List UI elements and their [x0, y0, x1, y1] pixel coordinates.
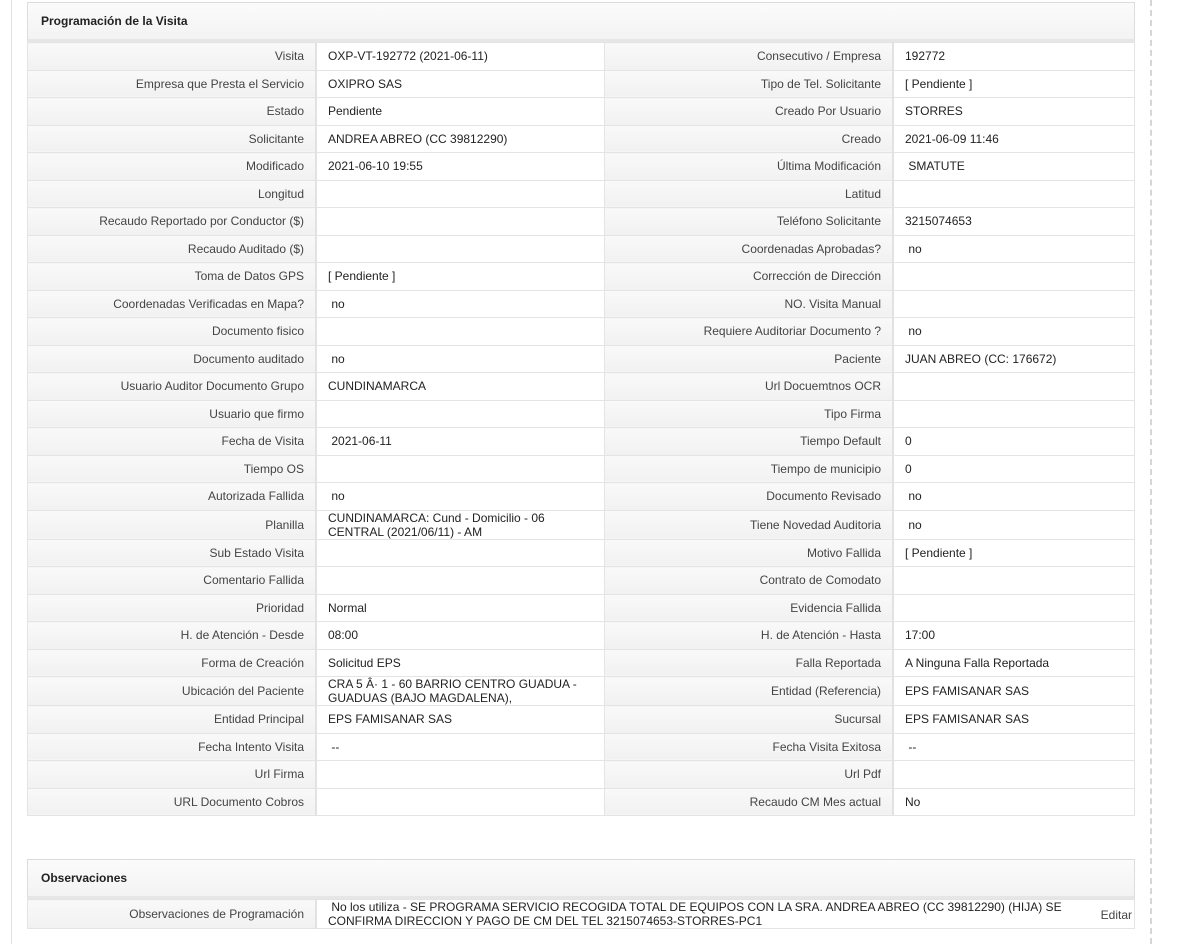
field-value: ANDREA ABREO (CC 39812290) — [316, 125, 605, 153]
field-label: NO. Visita Manual — [605, 290, 894, 318]
field-value — [316, 318, 605, 346]
field-value — [316, 761, 605, 789]
detail-row — [28, 373, 1135, 401]
field-label: Url Firma — [28, 761, 317, 789]
detail-row — [28, 706, 1135, 734]
field-value: 17:00 — [893, 622, 1135, 650]
detail-row — [28, 539, 1135, 567]
detail-row — [28, 345, 1135, 373]
field-value: 2021-06-10 19:55 — [316, 153, 605, 181]
field-label: Evidencia Fallida — [605, 594, 894, 622]
detail-row — [28, 761, 1135, 789]
field-label: Comentario Fallida — [28, 567, 317, 595]
observaciones-row — [28, 900, 1135, 929]
field-value: Solicitud EPS — [316, 649, 605, 677]
field-label: Contrato de Comodato — [605, 567, 894, 595]
field-value: no — [893, 235, 1135, 263]
field-value: [ Pendiente ] — [893, 70, 1135, 98]
field-value: JUAN ABREO (CC: 176672) — [893, 345, 1135, 373]
field-value: CUNDINAMARCA: Cund - Domicilio - 06 CENTRAL (2021/06/11) - AM — [316, 510, 605, 539]
field-label: Usuario que firmo — [28, 400, 317, 428]
field-value — [316, 788, 605, 816]
field-label: Empresa que Presta el Servicio — [28, 70, 317, 98]
edit-observaciones-link[interactable]: Editar — [1100, 908, 1132, 922]
field-value: EPS FAMISANAR SAS — [893, 677, 1135, 706]
field-value: STORRES — [893, 98, 1135, 126]
field-label: Longitud — [28, 180, 317, 208]
field-label: Toma de Datos GPS — [28, 263, 317, 291]
field-label: Requiere Auditoriar Documento ? — [605, 318, 894, 346]
field-label: Sub Estado Visita — [28, 539, 317, 567]
detail-row — [28, 180, 1135, 208]
field-label: Modificado — [28, 153, 317, 181]
programacion-panel — [27, 2, 1135, 816]
field-label: Falla Reportada — [605, 649, 894, 677]
field-label: Documento Revisado — [605, 483, 894, 511]
field-value — [316, 235, 605, 263]
field-value — [316, 180, 605, 208]
field-label: Paciente — [605, 345, 894, 373]
detail-row — [28, 649, 1135, 677]
observaciones-table — [27, 899, 1135, 929]
field-value: OXP-VT-192772 (2021-06-11) — [316, 43, 605, 71]
detail-row — [28, 622, 1135, 650]
detail-row — [28, 290, 1135, 318]
field-label: Planilla — [28, 510, 317, 539]
field-value — [316, 539, 605, 567]
field-value — [893, 373, 1135, 401]
field-value: 3215074653 — [893, 208, 1135, 236]
detail-row — [28, 510, 1135, 539]
field-label: Recaudo Auditado ($) — [28, 235, 317, 263]
field-value — [316, 400, 605, 428]
field-label: Tiempo de municipio — [605, 455, 894, 483]
field-value — [316, 567, 605, 595]
field-label: Creado Por Usuario — [605, 98, 894, 126]
field-value: no — [893, 318, 1135, 346]
field-value: Pendiente — [316, 98, 605, 126]
field-label: Fecha Intento Visita — [28, 733, 317, 761]
field-label: Documento auditado — [28, 345, 317, 373]
field-value: 2021-06-09 11:46 — [893, 125, 1135, 153]
field-label: Solicitante — [28, 125, 317, 153]
detail-row — [28, 594, 1135, 622]
visita-details-table — [27, 42, 1135, 816]
programacion-title: Programación de la Visita — [41, 14, 188, 28]
page-right-dashed-border — [1150, 0, 1152, 944]
field-label: Entidad Principal — [28, 706, 317, 734]
detail-row — [28, 455, 1135, 483]
field-value — [893, 594, 1135, 622]
field-value — [316, 208, 605, 236]
field-label: URL Documento Cobros — [28, 788, 317, 816]
field-value: CRA 5 Â· 1 - 60 BARRIO CENTRO GUADUA - GUADUAS (BAJO MAGDALENA), — [316, 677, 605, 706]
detail-row — [28, 567, 1135, 595]
field-label: Consecutivo / Empresa — [605, 43, 894, 71]
field-value — [893, 400, 1135, 428]
field-label: Recaudo Reportado por Conductor ($) — [28, 208, 317, 236]
field-value: 08:00 — [316, 622, 605, 650]
field-value: no — [316, 290, 605, 318]
field-value: EPS FAMISANAR SAS — [316, 706, 605, 734]
field-label: Visita — [28, 43, 317, 71]
page-left-border — [11, 0, 12, 944]
detail-row — [28, 98, 1135, 126]
field-value — [893, 263, 1135, 291]
detail-row — [28, 153, 1135, 181]
field-value: EPS FAMISANAR SAS — [893, 706, 1135, 734]
field-value: no — [893, 510, 1135, 539]
field-label: Tipo Firma — [605, 400, 894, 428]
detail-row — [28, 43, 1135, 71]
field-label: Documento fisico — [28, 318, 317, 346]
field-value: 2021-06-11 — [316, 428, 605, 456]
field-value: SMATUTE — [893, 153, 1135, 181]
field-label: Creado — [605, 125, 894, 153]
field-value: 192772 — [893, 43, 1135, 71]
detail-row — [28, 208, 1135, 236]
field-label: Prioridad — [28, 594, 317, 622]
field-value: no — [316, 483, 605, 511]
detail-row — [28, 400, 1135, 428]
field-value: 0 — [893, 455, 1135, 483]
field-label: Sucursal — [605, 706, 894, 734]
field-value — [893, 761, 1135, 789]
field-label: Tiempo Default — [605, 428, 894, 456]
observaciones-title: Observaciones — [41, 871, 128, 885]
field-value: -- — [316, 733, 605, 761]
field-label: Tipo de Tel. Solicitante — [605, 70, 894, 98]
field-value: No — [893, 788, 1135, 816]
detail-row — [28, 125, 1135, 153]
field-label: Teléfono Solicitante — [605, 208, 894, 236]
field-label: Latitud — [605, 180, 894, 208]
field-label: Motivo Fallida — [605, 539, 894, 567]
observaciones-header — [27, 859, 1135, 899]
field-label: Corrección de Dirección — [605, 263, 894, 291]
field-value: no — [316, 345, 605, 373]
detail-row — [28, 788, 1135, 816]
detail-row — [28, 263, 1135, 291]
field-label: Usuario Auditor Documento Grupo — [28, 373, 317, 401]
field-value: CUNDINAMARCA — [316, 373, 605, 401]
field-label: Estado — [28, 98, 317, 126]
field-value — [893, 567, 1135, 595]
observaciones-label: Observaciones de Programación — [28, 900, 317, 929]
field-label: Url Pdf — [605, 761, 894, 789]
field-label: Autorizada Fallida — [28, 483, 317, 511]
detail-row — [28, 428, 1135, 456]
field-label: Fecha Visita Exitosa — [605, 733, 894, 761]
field-value: -- — [893, 733, 1135, 761]
field-label: Entidad (Referencia) — [605, 677, 894, 706]
field-value: A Ninguna Falla Reportada — [893, 649, 1135, 677]
field-label: H. de Atención - Hasta — [605, 622, 894, 650]
field-label: Url Docuemtnos OCR — [605, 373, 894, 401]
detail-row — [28, 70, 1135, 98]
detail-row — [28, 483, 1135, 511]
field-value: no — [893, 483, 1135, 511]
observaciones-cell — [316, 900, 1135, 929]
field-label: Ubicación del Paciente — [28, 677, 317, 706]
field-value: Normal — [316, 594, 605, 622]
detail-row — [28, 733, 1135, 761]
field-label: Tiempo OS — [28, 455, 317, 483]
field-label: Fecha de Visita — [28, 428, 317, 456]
field-label: H. de Atención - Desde — [28, 622, 317, 650]
field-label: Coordenadas Aprobadas? — [605, 235, 894, 263]
field-value — [893, 290, 1135, 318]
field-label: Recaudo CM Mes actual — [605, 788, 894, 816]
field-value: [ Pendiente ] — [893, 539, 1135, 567]
detail-row — [28, 235, 1135, 263]
detail-row — [28, 318, 1135, 346]
field-value: [ Pendiente ] — [316, 263, 605, 291]
field-label: Última Modificación — [605, 153, 894, 181]
field-label: Forma de Creación — [28, 649, 317, 677]
field-label: Coordenadas Verificadas en Mapa? — [28, 290, 317, 318]
field-value: 0 — [893, 428, 1135, 456]
field-value: OXIPRO SAS — [316, 70, 605, 98]
field-value — [316, 455, 605, 483]
observaciones-value: No los utiliza - SE PROGRAMA SERVICIO RECOGIDA TOTAL DE EQUIPOS CON LA SRA. ANDREA ABREO (CC 39812290) (HIJA) SE CONFIRMA DIRECCION Y PAGO DE CM DEL TEL 3215074653-STORRES-PC1 — [328, 900, 1065, 928]
observaciones-panel — [27, 859, 1135, 929]
detail-row — [28, 677, 1135, 706]
programacion-header — [27, 2, 1135, 42]
field-value — [893, 180, 1135, 208]
field-label: Tiene Novedad Auditoria — [605, 510, 894, 539]
